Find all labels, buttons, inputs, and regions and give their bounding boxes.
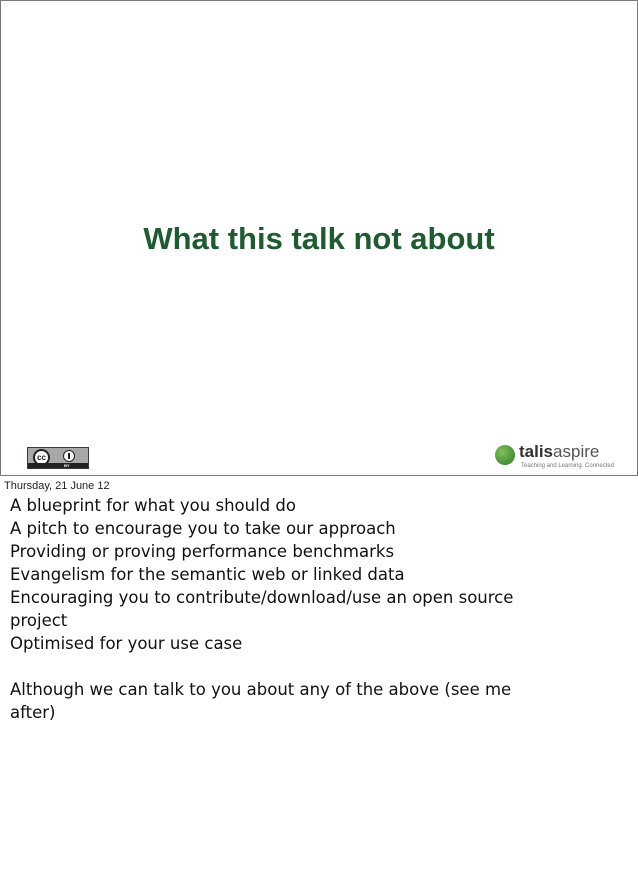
note-line: Encouraging you to contribute/download/use an open source [10,588,514,607]
talis-aspire-logo [495,442,615,472]
note-line: project [10,611,68,630]
closing-line: after) [10,703,56,722]
note-line: Providing or proving performance benchmarks [10,542,395,561]
closing-line: Although we can talk to you about any of the above (see me [10,680,512,699]
by-label: BY [64,463,70,468]
note-line: A pitch to encourage you to take our approach [10,519,396,538]
attribution-icon [63,450,75,462]
speaker-notes [10,494,620,724]
creative-commons-badge [27,447,89,469]
slide-title: What this talk not about [143,221,495,256]
note-line: Optimised for your use case [10,634,243,653]
logo-tagline: Teaching and Learning. Connected [521,463,615,469]
note-line: Evangelism for the semantic web or linked data [10,565,405,584]
logo-name: talis [519,442,554,461]
slide-date: Thursday, 21 June 12 [4,480,110,492]
logo-globe-icon [495,445,515,465]
cc-icon: cc [33,449,50,466]
note-line: A blueprint for what you should do [10,496,296,515]
logo-product: aspire [553,442,600,461]
